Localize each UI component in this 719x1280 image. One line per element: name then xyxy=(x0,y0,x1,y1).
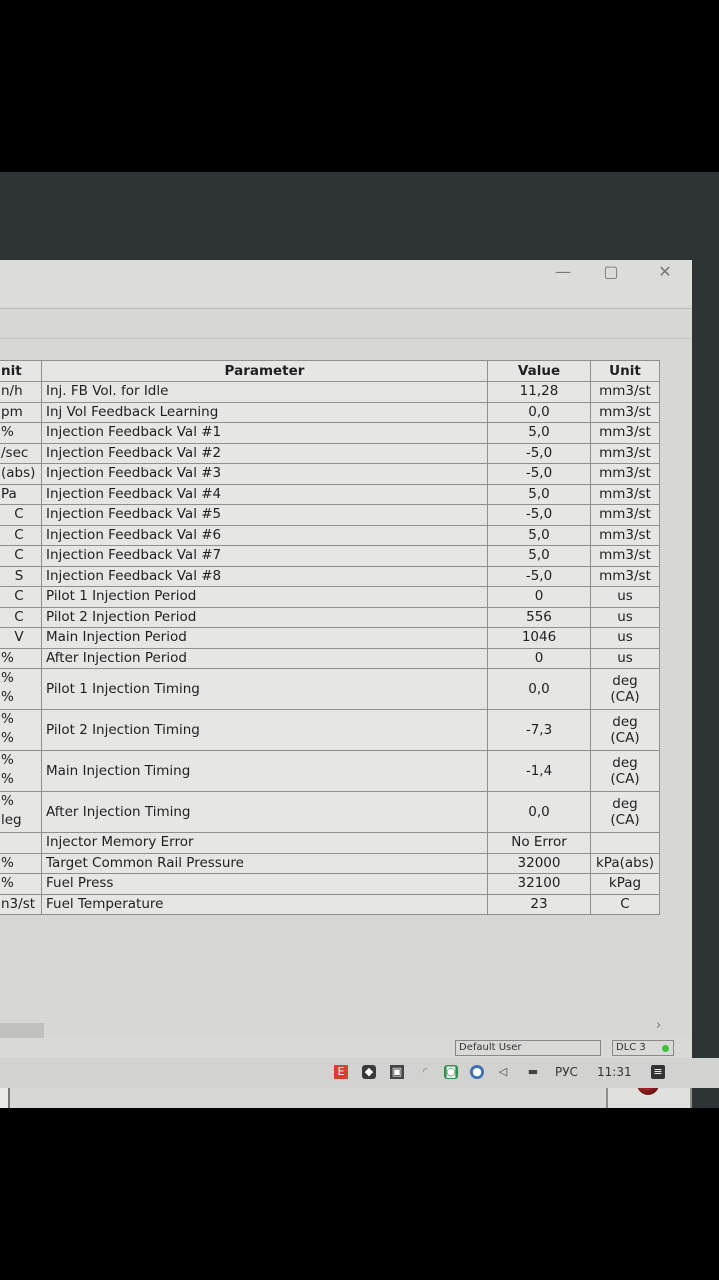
row-unit-left: % leg xyxy=(0,792,42,833)
row-unit-left: n/h xyxy=(0,382,42,403)
data-list-table xyxy=(0,360,660,915)
row-unit-left: Pa xyxy=(0,484,42,505)
row-value: -5,0 xyxy=(488,566,591,587)
row-parameter: After Injection Timing xyxy=(42,792,488,833)
row-unit: C xyxy=(591,894,660,915)
row-unit: mm3/st xyxy=(591,566,660,587)
speaker-icon[interactable]: ◁ xyxy=(498,1065,508,1078)
table-row[interactable] xyxy=(0,464,660,485)
table-row[interactable] xyxy=(0,607,660,628)
table-row[interactable] xyxy=(0,669,660,710)
header-unit-left: nit xyxy=(0,361,42,382)
row-value: 5,0 xyxy=(488,423,591,444)
row-value: 0 xyxy=(488,648,591,669)
row-unit: mm3/st xyxy=(591,525,660,546)
row-unit: deg (CA) xyxy=(591,669,660,710)
table-row[interactable] xyxy=(0,484,660,505)
row-value: 23 xyxy=(488,894,591,915)
table-row[interactable] xyxy=(0,402,660,423)
row-unit-left: % xyxy=(0,874,42,895)
row-parameter: Main Injection Period xyxy=(42,628,488,649)
row-parameter: Injection Feedback Val #7 xyxy=(42,546,488,567)
row-unit-left: /sec xyxy=(0,443,42,464)
row-parameter: Injection Feedback Val #2 xyxy=(42,443,488,464)
status-user: Default User xyxy=(455,1040,601,1056)
row-parameter: Injection Feedback Val #8 xyxy=(42,566,488,587)
network-icon[interactable]: ● xyxy=(470,1065,484,1079)
row-unit: us xyxy=(591,628,660,649)
table-row[interactable] xyxy=(0,505,660,526)
row-parameter: Inj Vol Feedback Learning xyxy=(42,402,488,423)
row-unit-left: (abs) xyxy=(0,464,42,485)
row-unit-left: C xyxy=(0,505,42,526)
row-parameter: Injection Feedback Val #1 xyxy=(42,423,488,444)
restore-button[interactable]: ▢ xyxy=(603,262,619,281)
table-row[interactable] xyxy=(0,833,660,854)
row-parameter: Injector Memory Error xyxy=(42,833,488,854)
row-unit-left: % xyxy=(0,423,42,444)
table-row[interactable] xyxy=(0,853,660,874)
row-parameter: Pilot 2 Injection Timing xyxy=(42,710,488,751)
table-row[interactable] xyxy=(0,874,660,895)
row-value: 11,28 xyxy=(488,382,591,403)
row-unit-left: % % xyxy=(0,751,42,792)
row-unit-left: pm xyxy=(0,402,42,423)
row-unit: us xyxy=(591,607,660,628)
status-bar xyxy=(0,1038,692,1058)
row-unit: mm3/st xyxy=(591,505,660,526)
taskbar xyxy=(0,1058,719,1088)
table-row[interactable] xyxy=(0,894,660,915)
minimize-button[interactable]: — xyxy=(555,262,571,281)
row-unit: us xyxy=(591,648,660,669)
row-unit xyxy=(591,833,660,854)
window-icon[interactable]: ▣ xyxy=(391,1065,403,1078)
table-row[interactable] xyxy=(0,566,660,587)
row-unit-left: C xyxy=(0,525,42,546)
table-row[interactable] xyxy=(0,423,660,444)
app-window xyxy=(0,260,692,1108)
row-value: 5,0 xyxy=(488,525,591,546)
header-parameter[interactable]: Parameter xyxy=(42,361,488,382)
row-parameter: Injection Feedback Val #6 xyxy=(42,525,488,546)
app-e-icon[interactable]: E xyxy=(334,1065,348,1079)
row-value: 0,0 xyxy=(488,669,591,710)
row-parameter: Injection Feedback Val #5 xyxy=(42,505,488,526)
row-value: -7,3 xyxy=(488,710,591,751)
row-unit: kPag xyxy=(591,874,660,895)
row-unit-left xyxy=(0,833,42,854)
table-row[interactable] xyxy=(0,792,660,833)
title-bar xyxy=(0,260,692,306)
table-row[interactable] xyxy=(0,525,660,546)
row-parameter: Fuel Temperature xyxy=(42,894,488,915)
notifications-icon[interactable]: ≡ xyxy=(651,1065,665,1079)
clock[interactable]: 11:31 xyxy=(597,1065,632,1079)
row-value: -5,0 xyxy=(488,505,591,526)
row-unit: deg (CA) xyxy=(591,710,660,751)
row-parameter: Target Common Rail Pressure xyxy=(42,853,488,874)
row-value: -5,0 xyxy=(488,443,591,464)
header-value[interactable]: Value xyxy=(488,361,591,382)
row-unit: mm3/st xyxy=(591,484,660,505)
table-row[interactable] xyxy=(0,710,660,751)
row-value: 32000 xyxy=(488,853,591,874)
row-unit: mm3/st xyxy=(591,423,660,444)
table-row[interactable] xyxy=(0,587,660,608)
title-separator xyxy=(0,308,692,309)
row-value: 1046 xyxy=(488,628,591,649)
language-indicator[interactable]: РУС xyxy=(555,1065,578,1079)
row-value: 32100 xyxy=(488,874,591,895)
dlc-label: DLC 3 xyxy=(616,1042,646,1053)
row-unit-left: C xyxy=(0,587,42,608)
row-unit-left: V xyxy=(0,628,42,649)
row-unit-left: % % xyxy=(0,669,42,710)
header-unit[interactable]: Unit xyxy=(591,361,660,382)
table-header-row xyxy=(0,361,660,382)
wifi-icon[interactable]: ◜ xyxy=(422,1065,428,1078)
connection-led-icon xyxy=(662,1045,669,1052)
row-unit: mm3/st xyxy=(591,464,660,485)
table-row[interactable] xyxy=(0,546,660,567)
row-unit: kPa(abs) xyxy=(591,853,660,874)
status-dlc xyxy=(612,1040,674,1056)
battery-icon[interactable]: ▬ xyxy=(527,1065,539,1078)
row-value: -5,0 xyxy=(488,464,591,485)
row-unit-left: C xyxy=(0,546,42,567)
row-value: 5,0 xyxy=(488,546,591,567)
row-parameter: Injection Feedback Val #4 xyxy=(42,484,488,505)
row-unit-left: % % xyxy=(0,710,42,751)
row-value: -1,4 xyxy=(488,751,591,792)
row-unit: mm3/st xyxy=(591,546,660,567)
row-parameter: After Injection Period xyxy=(42,648,488,669)
row-unit-left: % xyxy=(0,853,42,874)
close-button[interactable]: ✕ xyxy=(658,262,672,281)
row-unit: mm3/st xyxy=(591,382,660,403)
row-unit-left: C xyxy=(0,607,42,628)
row-unit: mm3/st xyxy=(591,402,660,423)
row-unit: us xyxy=(591,587,660,608)
horizontal-scrollbar-thumb[interactable] xyxy=(0,1023,44,1039)
row-parameter: Pilot 2 Injection Period xyxy=(42,607,488,628)
row-unit: mm3/st xyxy=(591,443,660,464)
row-unit: deg (CA) xyxy=(591,792,660,833)
table-row[interactable] xyxy=(0,382,660,403)
scroll-right-arrow-icon[interactable]: › xyxy=(656,1018,662,1033)
table-row[interactable] xyxy=(0,751,660,792)
row-parameter: Fuel Press xyxy=(42,874,488,895)
row-value: 0,0 xyxy=(488,402,591,423)
table-row[interactable] xyxy=(0,443,660,464)
row-unit-left: % xyxy=(0,648,42,669)
row-value: 5,0 xyxy=(488,484,591,505)
row-parameter: Pilot 1 Injection Timing xyxy=(42,669,488,710)
tray-green-icon[interactable]: ◙ xyxy=(445,1065,457,1078)
table-row[interactable] xyxy=(0,628,660,649)
row-value: No Error xyxy=(488,833,591,854)
row-value: 0 xyxy=(488,587,591,608)
row-unit-left: n3/st xyxy=(0,894,42,915)
shield-icon[interactable]: ◆ xyxy=(362,1065,376,1079)
row-parameter: Inj. FB Vol. for Idle xyxy=(42,382,488,403)
monitor-screen xyxy=(0,172,719,1108)
row-unit-left: S xyxy=(0,566,42,587)
row-parameter: Injection Feedback Val #3 xyxy=(42,464,488,485)
row-parameter: Pilot 1 Injection Period xyxy=(42,587,488,608)
table-row[interactable] xyxy=(0,648,660,669)
row-unit: deg (CA) xyxy=(591,751,660,792)
row-parameter: Main Injection Timing xyxy=(42,751,488,792)
row-value: 556 xyxy=(488,607,591,628)
row-value: 0,0 xyxy=(488,792,591,833)
panel-edge xyxy=(0,338,692,339)
